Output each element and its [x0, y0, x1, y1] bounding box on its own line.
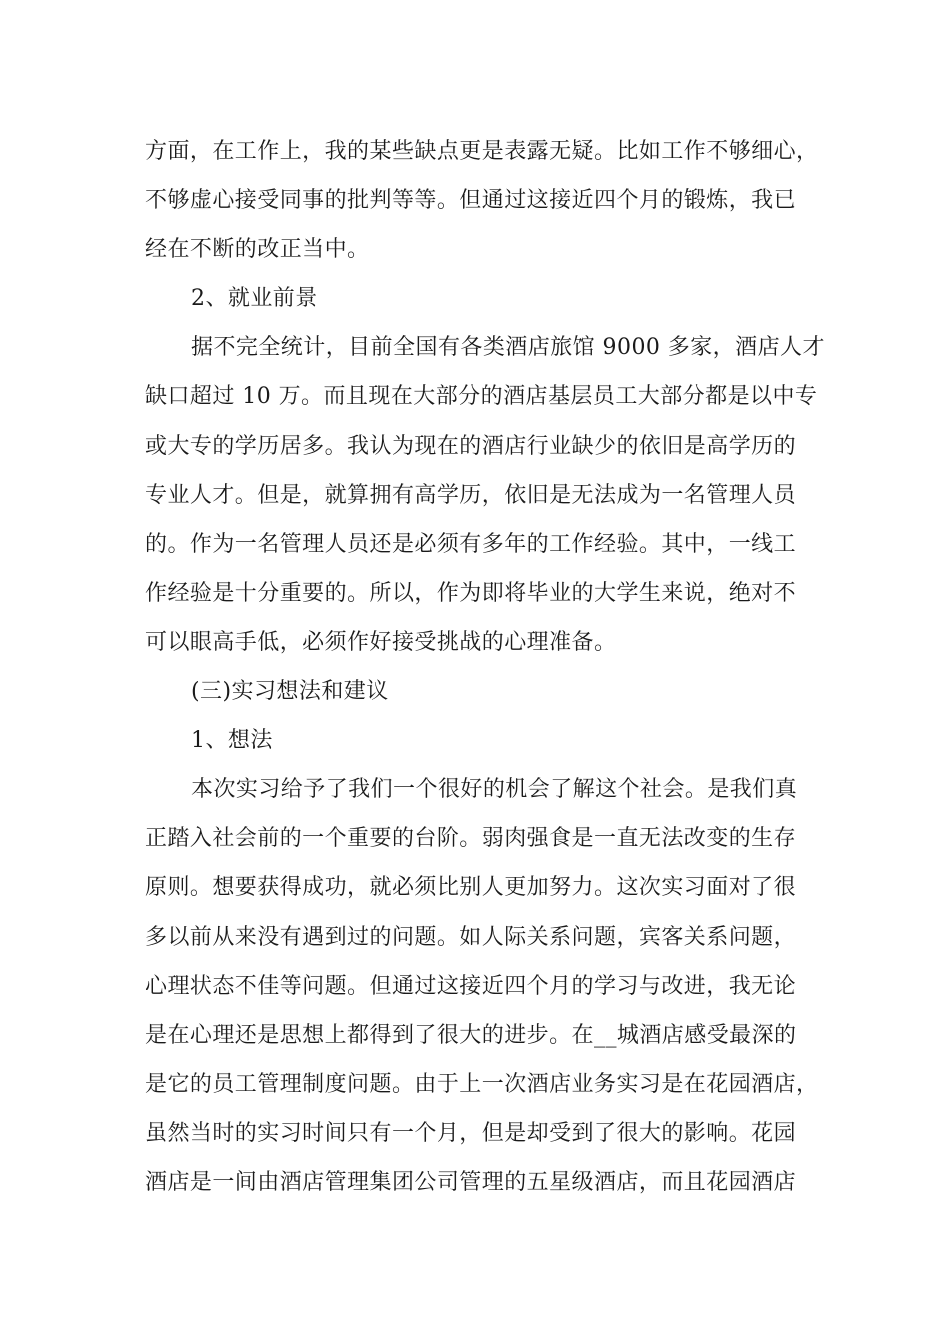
document-body: [145, 127, 825, 1207]
text-line: 可以眼高手低，必须作好接受挑战的心理准备。: [145, 629, 617, 655]
section-heading: (三)实习想法和建议: [191, 679, 389, 705]
text-line: 缺口超过 10 万。而且现在大部分的酒店基层员工大部分都是以中专: [145, 384, 818, 410]
text-line: 心理状态不佳等问题。但通过这接近四个月的学习与改进，我无论: [145, 973, 797, 999]
text-line: 方面，在工作上，我的某些缺点更是表露无疑。比如工作不够细心，: [145, 139, 819, 164]
text-line: 本次实习给予了我们一个很好的机会了解这个社会。是我们真: [191, 777, 798, 803]
text-line: 是它的员工管理制度问题。由于上一次酒店业务实习是在花园酒店，: [145, 1071, 819, 1097]
text-line: 据不完全统计，目前全国有各类酒店旅馆 9000 多家，酒店人才: [191, 335, 825, 361]
text-line: 虽然当时的实习时间只有一个月，但是却受到了很大的影响。花园: [145, 1120, 797, 1146]
section-heading: 2、就业前景: [191, 286, 318, 312]
text-line: 原则。想要获得成功，就必须比别人更加努力。这次实习面对了很: [145, 875, 797, 901]
text-line: 专业人才。但是，就算拥有高学历，依旧是无法成为一名管理人员: [145, 482, 797, 508]
text-line: 正踏入社会前的一个重要的台阶。弱肉强食是一直无法改变的生存: [145, 826, 797, 852]
text-line: 或大专的学历居多。我认为现在的酒店行业缺少的依旧是高学历的: [145, 433, 797, 459]
text-line: 作经验是十分重要的。所以，作为即将毕业的大学生来说，绝对不: [145, 580, 797, 606]
text-line: 的。作为一名管理人员还是必须有多年的工作经验。其中，一线工: [145, 531, 797, 557]
text-line: 酒店是一间由酒店管理集团公司管理的五星级酒店，而且花园酒店: [145, 1169, 797, 1195]
text-line: 经在不断的改正当中。: [145, 237, 370, 263]
section-heading: 1、想法: [191, 728, 273, 754]
text-line: 是在心理还是思想上都得到了很大的进步。在__城酒店感受最深的: [145, 1022, 797, 1048]
text-line: 不够虚心接受同事的批判等等。但通过这接近四个月的锻炼，我已: [145, 188, 797, 214]
text-line: 多以前从来没有遇到过的问题。如人际关系问题，宾客关系问题，: [145, 924, 797, 950]
